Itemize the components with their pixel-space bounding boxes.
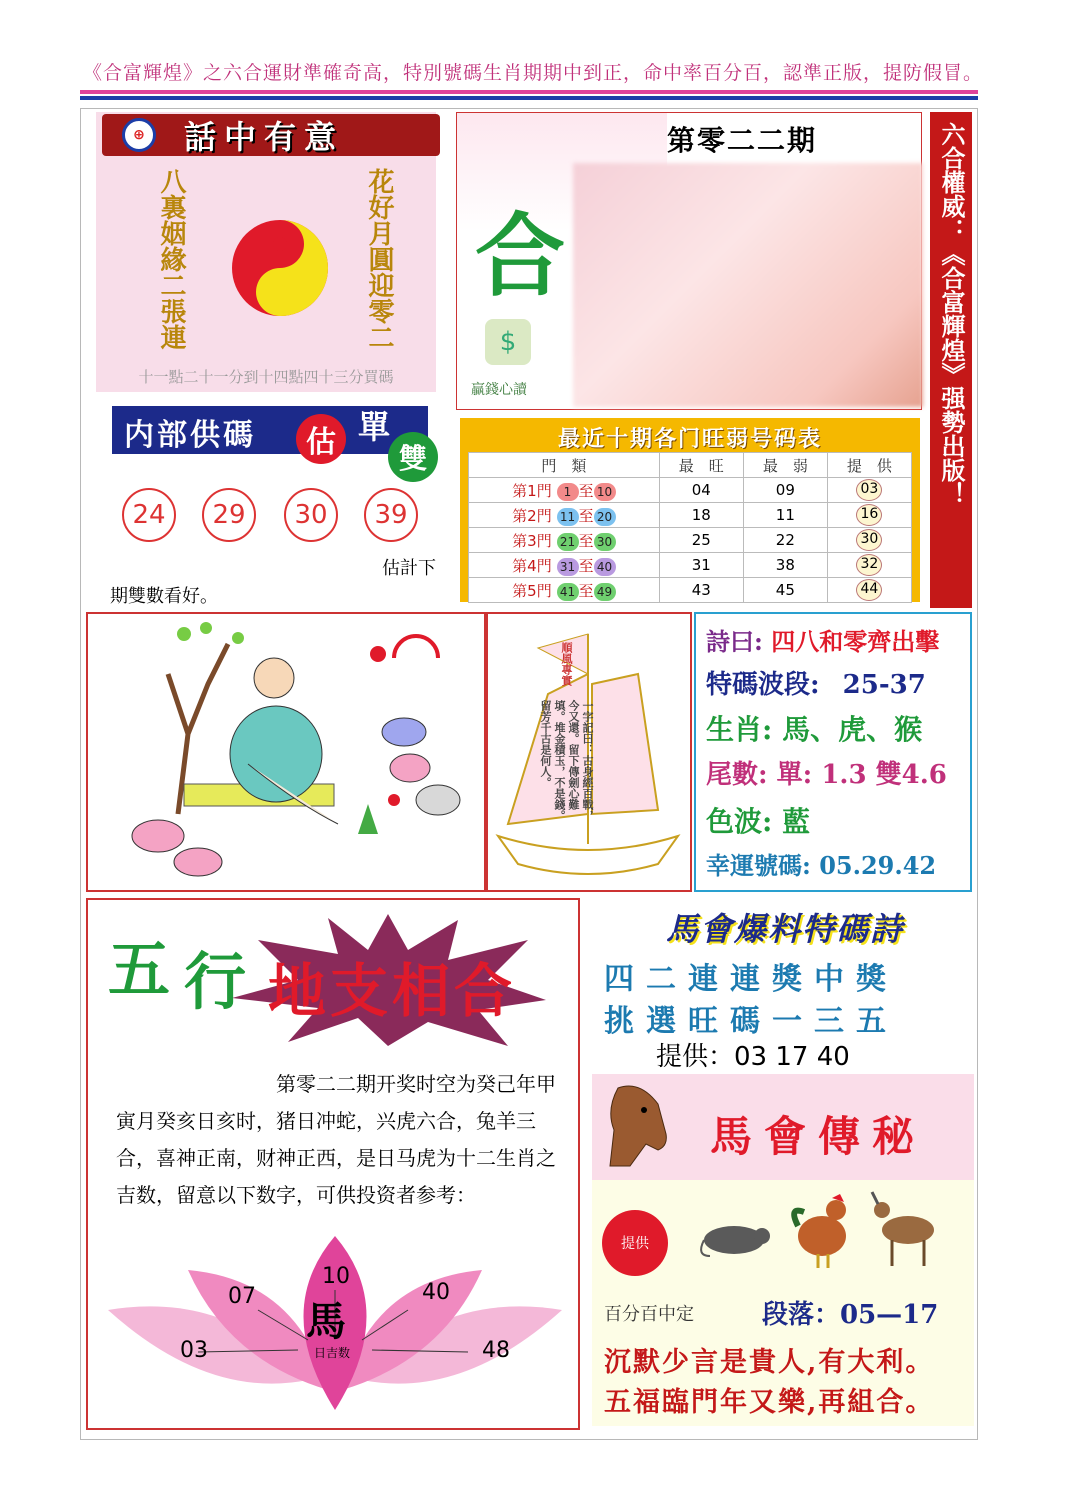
scholar-illustration (88, 614, 484, 890)
blurred-image (573, 163, 923, 407)
tail-odd: 單: 1.3 (776, 760, 867, 790)
secret-title-panel (592, 1074, 974, 1180)
yin-yang-icon (230, 218, 330, 318)
lotus-number: 10 (322, 1264, 350, 1289)
wave-value: 25-37 (842, 670, 926, 700)
racing-poem-line1: 四二連連獎中獎 (604, 962, 898, 997)
poem-text: 四八和零齊出擊 (771, 627, 940, 656)
side-banner (930, 112, 972, 608)
lotus-number: 07 (228, 1284, 256, 1309)
internal-note-left: 期雙數看好。 (110, 586, 218, 607)
wuxing-body: 第零二二期开奖时空为癸己年甲寅月癸亥日亥时，猪日冲蛇，兴虎六合，兔羊三合，喜神正南，财神正西，是日马虎为十二生肖之吉数，留意以下数字，可供投资者参考： (116, 1072, 556, 1207)
gate-to-word: 至 (578, 556, 594, 575)
number-ball: 29 (202, 488, 256, 542)
pick-cell (827, 578, 911, 603)
sail-panel (486, 612, 692, 892)
gate-cell (469, 553, 660, 578)
hot-cell: 43 (659, 578, 743, 603)
table-header-row (469, 453, 912, 478)
left-verse: 八裏姻緣二張連 (156, 168, 186, 350)
pick-cell (827, 503, 911, 528)
issue-label: 第零二二期 (667, 124, 818, 157)
lotus-number: 03 (180, 1338, 208, 1363)
gate-table-panel (460, 418, 920, 602)
pick-cell (827, 528, 911, 553)
gate-to-word: 至 (578, 531, 594, 550)
pick-value: 44 (856, 579, 882, 601)
side-banner-text: 六合權威：《合富輝煌》强勢出版！ (937, 122, 966, 506)
gate-from: 41 (557, 583, 579, 601)
gate-label: 第4門 (512, 556, 552, 575)
zodiac-label: 生肖: (706, 713, 773, 746)
wuxing-panel (86, 898, 580, 1430)
rooster-icon (788, 1192, 858, 1268)
wuxing-title-rest: 地支相合 (268, 957, 517, 1025)
gate-to: 40 (594, 558, 616, 576)
lotus-sub: 日吉数 (314, 1346, 351, 1360)
gate-label: 第5門 (512, 581, 552, 600)
pick-cell (827, 478, 911, 503)
color-label: 色波: (706, 805, 773, 838)
money-icon: $ (485, 319, 531, 365)
internal-note-right: 估計下 (382, 558, 436, 579)
header-banner-text: 《合富輝煌》之六合運財準確奇高，特別號碼生肖期期中到正，命中率百分百，認準正版，提防假冒。 (82, 62, 983, 84)
header-hot: 最 旺 (659, 453, 743, 478)
lucky-label: 幸運號碼: (706, 851, 811, 880)
right-verse: 花好月圓迎零二 (364, 168, 394, 350)
wave-label: 特碼波段: (706, 670, 820, 700)
rat-icon (696, 1216, 776, 1260)
lucky-value: 05.29.42 (819, 851, 937, 880)
cartoon-panel (86, 612, 486, 892)
sail-poem: 一字記曰：古身經百戰，今又還。留下傳劍心難填。堆金積玉，不是錢。留芳千古是何人。 (539, 700, 594, 821)
racing-poem-supply: 提供：03 17 40 (656, 1042, 850, 1072)
hot-cell: 18 (659, 503, 743, 528)
gate-to-word: 至 (578, 581, 594, 600)
gate-cell (469, 578, 660, 603)
table-row (469, 503, 912, 528)
stamp-text: 提供 (621, 1236, 649, 1252)
gate-to: 10 (594, 483, 616, 501)
gate-cell (469, 503, 660, 528)
racing-poem-title: 馬會爆料特碼詩 (665, 910, 904, 948)
gate-cell (469, 478, 660, 503)
color-value: 藍 (782, 805, 811, 838)
gate-label: 第2門 (512, 506, 552, 525)
cold-cell: 22 (743, 528, 827, 553)
tips-lucky-row (706, 846, 936, 881)
lotus-number: 48 (482, 1338, 510, 1363)
secret-segment: 段落：05—17 (762, 1300, 939, 1330)
badge-gu: 估 (296, 414, 346, 464)
gate-to: 20 (594, 508, 616, 526)
goat-icon (868, 1190, 948, 1270)
tips-poem-row (706, 622, 939, 657)
lotus-number: 40 (422, 1280, 450, 1305)
wuxing-title-xing: 行 (184, 945, 247, 1018)
hot-cell: 04 (659, 478, 743, 503)
number-ball: 30 (284, 488, 338, 542)
wuxing-title-wu: 五 (108, 933, 171, 1006)
gate-to-word: 至 (578, 481, 594, 500)
pick-value: 32 (856, 554, 882, 576)
header-cold: 最 弱 (743, 453, 827, 478)
cold-cell: 09 (743, 478, 827, 503)
pick-value: 03 (856, 479, 882, 501)
issue-logo: 合 (475, 203, 565, 309)
pick-value: 30 (856, 529, 882, 551)
secret-line2: 五福臨門年又樂,再組合。 (604, 1387, 935, 1418)
pick-value: 16 (856, 504, 882, 526)
tail-label: 尾數: (706, 760, 768, 790)
hot-cell: 25 (659, 528, 743, 553)
cold-cell: 45 (743, 578, 827, 603)
gate-table (468, 452, 912, 603)
issue-caption: 贏錢心讀 (471, 382, 527, 398)
sail-flag: 順風專實 (560, 642, 573, 686)
internal-title: 内部供碼 (124, 418, 256, 453)
issue-panel (456, 112, 922, 410)
gate-from: 21 (557, 533, 579, 551)
huazhong-panel (96, 112, 436, 392)
table-row (469, 528, 912, 553)
cold-cell: 11 (743, 503, 827, 528)
cold-cell: 38 (743, 553, 827, 578)
tips-zodiac-row (706, 708, 922, 748)
gate-label: 第3門 (512, 531, 552, 550)
gate-cell (469, 528, 660, 553)
poem-label: 詩曰: (706, 627, 763, 656)
tips-tail-row (706, 754, 947, 791)
tips-wave-row (706, 664, 926, 701)
huazhong-title-bar (102, 114, 440, 156)
gate-to: 49 (594, 583, 616, 601)
gate-label: 第1門 (512, 481, 552, 500)
gate-from: 31 (557, 558, 579, 576)
table-row (469, 478, 912, 503)
header-stripe-pink (80, 90, 978, 94)
table-row (469, 578, 912, 603)
gate-to: 30 (594, 533, 616, 551)
pick-cell (827, 553, 911, 578)
gate-to-word: 至 (578, 506, 594, 525)
badge-shuang: 雙 (388, 432, 438, 482)
number-ball: 39 (364, 488, 418, 542)
stamp (602, 1210, 668, 1276)
secret-title: 馬會傳秘 (710, 1112, 927, 1161)
header-pick: 提 供 (827, 453, 911, 478)
secret-line1: 沉默少言是貴人,有大利。 (604, 1347, 935, 1378)
gate-from: 11 (557, 508, 579, 526)
tail-even: 雙4.6 (875, 760, 947, 790)
secret-panel (592, 1180, 974, 1426)
tips-panel (694, 612, 972, 892)
header-gate: 門 類 (469, 453, 660, 478)
tips-color-row (706, 800, 810, 840)
logo-icon: ⊕ (122, 118, 156, 152)
hot-cell: 31 (659, 553, 743, 578)
gate-from: 1 (557, 483, 579, 501)
gate-table-title: 最近十期各门旺弱号码表 (557, 427, 822, 452)
number-ball: 24 (122, 488, 176, 542)
secret-sure: 百分百中定 (604, 1304, 694, 1325)
table-row (469, 553, 912, 578)
lotus-center: 馬 (306, 1298, 346, 1345)
zodiac-value: 馬、虎、猴 (782, 713, 923, 746)
huazhong-title: 話中有意 (184, 118, 345, 156)
badge-dan: 單 (357, 408, 390, 446)
racing-poem-line2: 挑選旺碼一三五 (604, 1004, 898, 1039)
time-note: 十一點二十一分到十四點四十三分買碼 (138, 368, 394, 386)
header-stripe-blue (80, 96, 978, 100)
horse-icon (600, 1080, 672, 1170)
